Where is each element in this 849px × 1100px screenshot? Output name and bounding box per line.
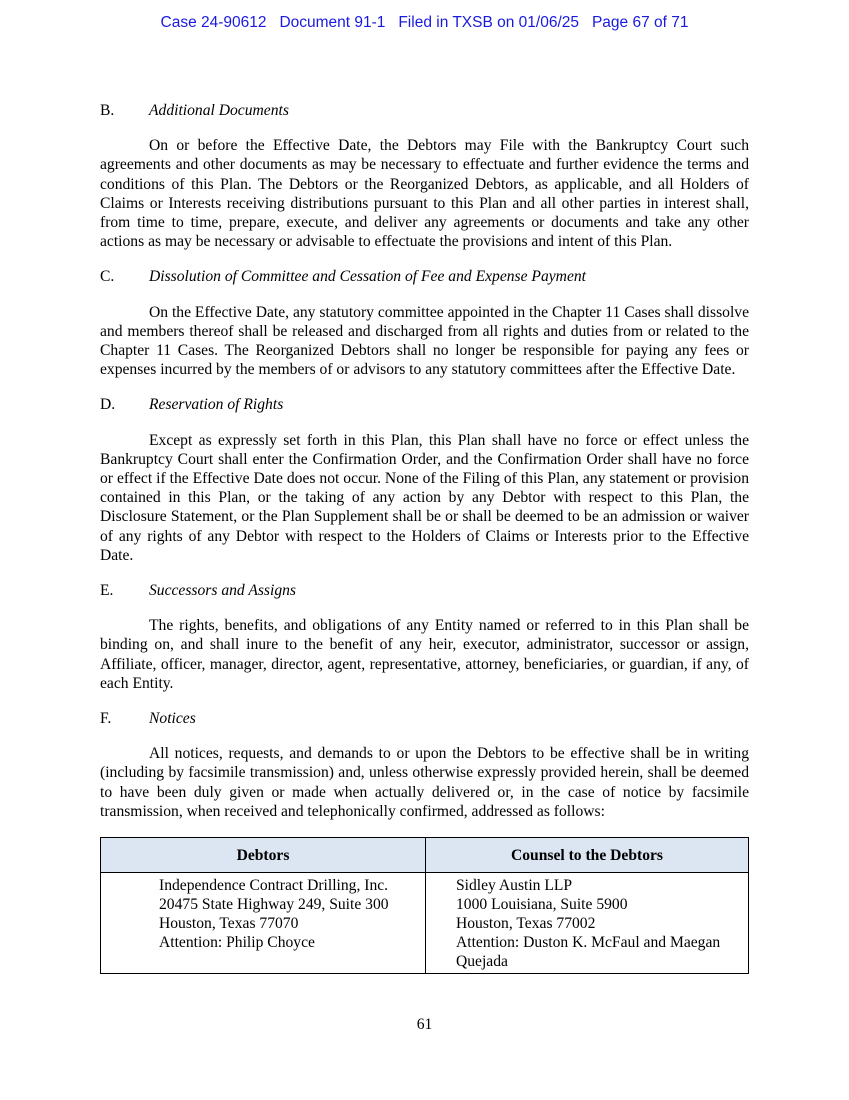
section-paragraph-c: On the Effective Date, any statutory committee appointed in the Chapter 11 Cases shall dissolve and members thereof shall be released and discharged from all rights and duties from or related to the Chapter 11 Cases. The Reorganized Debtors shall no longer be responsible for paying any fees or expenses incurred by the members of or advisors to any statutory committees after the Effective Date.: [100, 303, 749, 379]
table-header-counsel: Counsel to the Debtors: [426, 838, 749, 873]
filed-date: Filed in TXSB on 01/06/25: [398, 14, 580, 31]
section-paragraph-b: On or before the Effective Date, the Debtors may File with the Bankruptcy Court such agreements and other documents as may be necessary to effectuate and further evidence the terms and conditions of this Plan. The Debtors or the Reorganized Debtors, as applicable, and all Holders of Claims or Interests receiving distributions pursuant to this Plan and all other parties in interest shall, from time to time, prepare, execute, and deliver any agreements or documents and take any other actions as may be necessary or advisable to effectuate the provisions and intent of this Plan.: [100, 137, 749, 251]
section-letter: D.: [100, 396, 116, 414]
debtors-address-cell: [101, 873, 426, 974]
section-letter: B.: [100, 102, 115, 119]
section-paragraph-d: Except as expressly set forth in this Plan, this Plan shall have no force or effect unless the Bankruptcy Court shall enter the Confirmation Order, and the Confirmation Order shall have no force or effect if the Effective Date does not occur. None of the Filing of this Plan, any statement or provision contained in this Plan, or the taking of any action by any Debtor with respect to this Plan, the Disclosure Statement, or the Plan Supplement shall be or shall be deemed to be an admission or waiver of any rights of any Debtor with respect to the Holders of Claims or Interests prior to the Effective Date.: [100, 431, 749, 564]
address-line: Houston, Texas 77002: [456, 915, 596, 933]
court-filing-header: [0, 14, 849, 32]
section-paragraph-e: The rights, benefits, and obligations of any Entity named or referred to in this Plan shall be binding on, and shall inure to the benefit of any heir, executor, administrator, successor or assign, Affiliate, officer, manager, director, agent, representative, attorney, beneficiaries, or guardian, if any, of each Entity.: [100, 617, 749, 692]
address-line: Independence Contract Drilling, Inc.: [159, 877, 389, 895]
section-letter: C.: [100, 268, 115, 286]
section-paragraph-f: All notices, requests, and demands to or upon the Debtors to be effective shall be in writing (including by facsimile transmission) and, unless otherwise expressly provided herein, shall be deemed to have been duly given or made when actually delivered or, in the case of notice by facsimile transmission, when received and telephonically confirmed, addressed as follows:: [100, 745, 749, 820]
address-line: 20475 State Highway 249, Suite 300: [159, 896, 389, 914]
section-letter: E.: [100, 582, 114, 600]
section-title: Successors and Assigns: [149, 582, 296, 600]
address-line: Houston, Texas 77070: [159, 915, 299, 933]
address-line: Attention: Duston K. McFaul and Maegan Quejada: [456, 934, 721, 971]
section-title: Reservation of Rights: [149, 396, 284, 414]
section-title: Dissolution of Committee and Cessation of Fee and Expense Payment: [149, 268, 586, 286]
table-row: [101, 873, 749, 974]
section-title: Notices: [149, 710, 196, 728]
page-of-total: Page 67 of 71: [591, 14, 689, 31]
section-heading-f: [100, 709, 749, 728]
section-heading-e: [100, 581, 749, 600]
address-line: Sidley Austin LLP: [456, 877, 573, 895]
document-body: [100, 101, 749, 974]
section-heading-b: [100, 101, 749, 120]
address-line: Attention: Philip Choyce: [159, 934, 315, 952]
section-letter: F.: [100, 710, 112, 728]
document-number: Document 91-1: [279, 14, 386, 31]
table-header-debtors: Debtors: [101, 838, 426, 873]
section-heading-c: [100, 267, 749, 286]
section-heading-d: [100, 395, 749, 414]
section-title: Additional Documents: [149, 102, 289, 119]
page-number: 61: [416, 1016, 433, 1033]
case-number: Case 24-90612: [160, 14, 267, 31]
counsel-address-cell: [426, 873, 749, 974]
address-line: 1000 Louisiana, Suite 5900: [456, 896, 628, 914]
notice-address-table: [100, 837, 749, 974]
table-header-row: [101, 838, 749, 873]
